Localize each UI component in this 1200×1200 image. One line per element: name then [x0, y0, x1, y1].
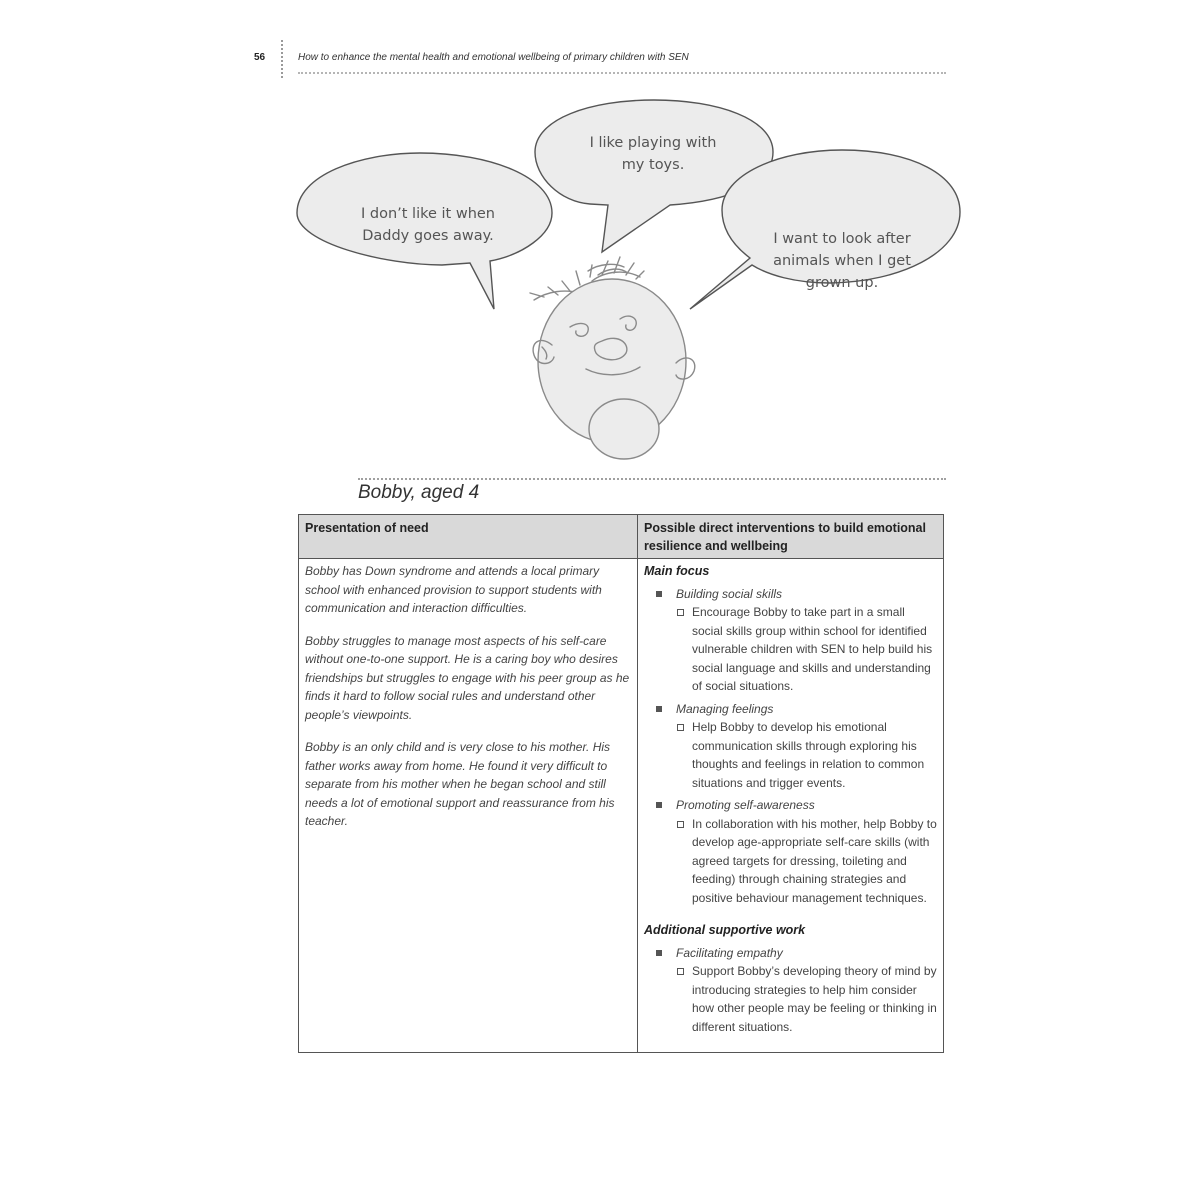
header-dotted-rule [298, 72, 946, 74]
child-figure-drawing [530, 257, 695, 459]
intervention-detail: Support Bobby’s developing theory of mind by introducing strategies to help him consider how other people may be feeling or thinking in different situations. [692, 964, 937, 1034]
bubble-middle-line-1: I like playing with [589, 135, 717, 151]
square-bullet-icon [656, 591, 662, 597]
bubble-left-line-1: I don’t like it when [360, 206, 496, 222]
page-number: 56 [254, 52, 266, 63]
case-title: Bobby, aged 4 [358, 482, 480, 503]
header-dotted-divider [281, 40, 283, 78]
additional-work-heading: Additional supportive work [644, 923, 806, 937]
list-item [644, 796, 937, 815]
intervention-detail: In collaboration with his mother, help Bobby to develop age-appropriate self-care skills (with agreed targets for dressing, toileting and feeding) through chaining strategies and positive behaviour management techniques. [692, 816, 937, 905]
square-bullet-icon [656, 706, 662, 712]
hollow-square-bullet-icon [677, 724, 684, 731]
hollow-square-bullet-icon [677, 968, 684, 975]
main-focus-heading: Main focus [644, 564, 710, 578]
bubble-right-line-3: grown up. [805, 275, 879, 291]
need-paragraph-2: Bobby struggles to manage most aspects of his self-care without one-to-one support. He is a caring boy who desires friendships but struggles to engage with his peer group as he finds it hard to follow social rules and understand other people’s viewpoints. [305, 633, 630, 722]
list-item [644, 944, 937, 963]
interventions-cell [638, 559, 944, 1053]
presentation-of-need-cell [299, 559, 638, 1053]
square-bullet-icon [656, 802, 662, 808]
intervention-label: Promoting self-awareness [676, 798, 815, 812]
case-heading-dotted-rule [358, 478, 946, 480]
list-item [644, 718, 937, 792]
header-presentation-of-need: Presentation of need [299, 515, 638, 559]
table-row [299, 559, 944, 1053]
list-item [644, 603, 937, 696]
hollow-square-bullet-icon [677, 609, 684, 616]
bubble-left-line-2: Daddy goes away. [362, 228, 494, 244]
bubble-middle-line-2: my toys. [621, 157, 685, 173]
intervention-label: Building social skills [676, 586, 783, 601]
intervention-detail: Help Bobby to develop his emotional communication skills through exploring his thoughts and feelings in relation to common situations and trigger events. [692, 720, 925, 790]
running-title: How to enhance the mental health and emotional wellbeing of primary children with SEN [298, 52, 689, 63]
bubble-right-line-2: animals when I get [773, 253, 911, 269]
list-item [644, 700, 937, 719]
intervention-label: Facilitating empathy [676, 945, 783, 960]
list-item [644, 815, 937, 908]
hollow-square-bullet-icon [677, 821, 684, 828]
square-bullet-icon [656, 950, 662, 956]
child-drawing-illustration [290, 95, 970, 470]
list-item [644, 962, 937, 1036]
intervention-detail: Encourage Bobby to take part in a small social skills group within school for identified vulnerable children with SEN to help build his social language and skills and understanding of social situations. [692, 605, 933, 693]
list-item [644, 585, 937, 604]
need-paragraph-1: Bobby has Down syndrome and attends a local primary school with enhanced provision to support students with communication and interaction difficulties. [305, 564, 602, 615]
table-header-row [299, 515, 944, 559]
intervention-label: Managing feelings [676, 701, 774, 716]
header-possible-interventions: Possible direct interventions to build emotional resilience and wellbeing [638, 515, 944, 559]
speech-bubble-left [297, 153, 552, 309]
bubble-right-line-1: I want to look after [773, 231, 911, 247]
needs-interventions-table [298, 514, 944, 1053]
need-paragraph-3: Bobby is an only child and is very close to his mother. His father works away from home. He found it very difficult to separate from his mother when he began school and still needs a lot of emotional support and reassurance from his teacher. [305, 740, 615, 828]
